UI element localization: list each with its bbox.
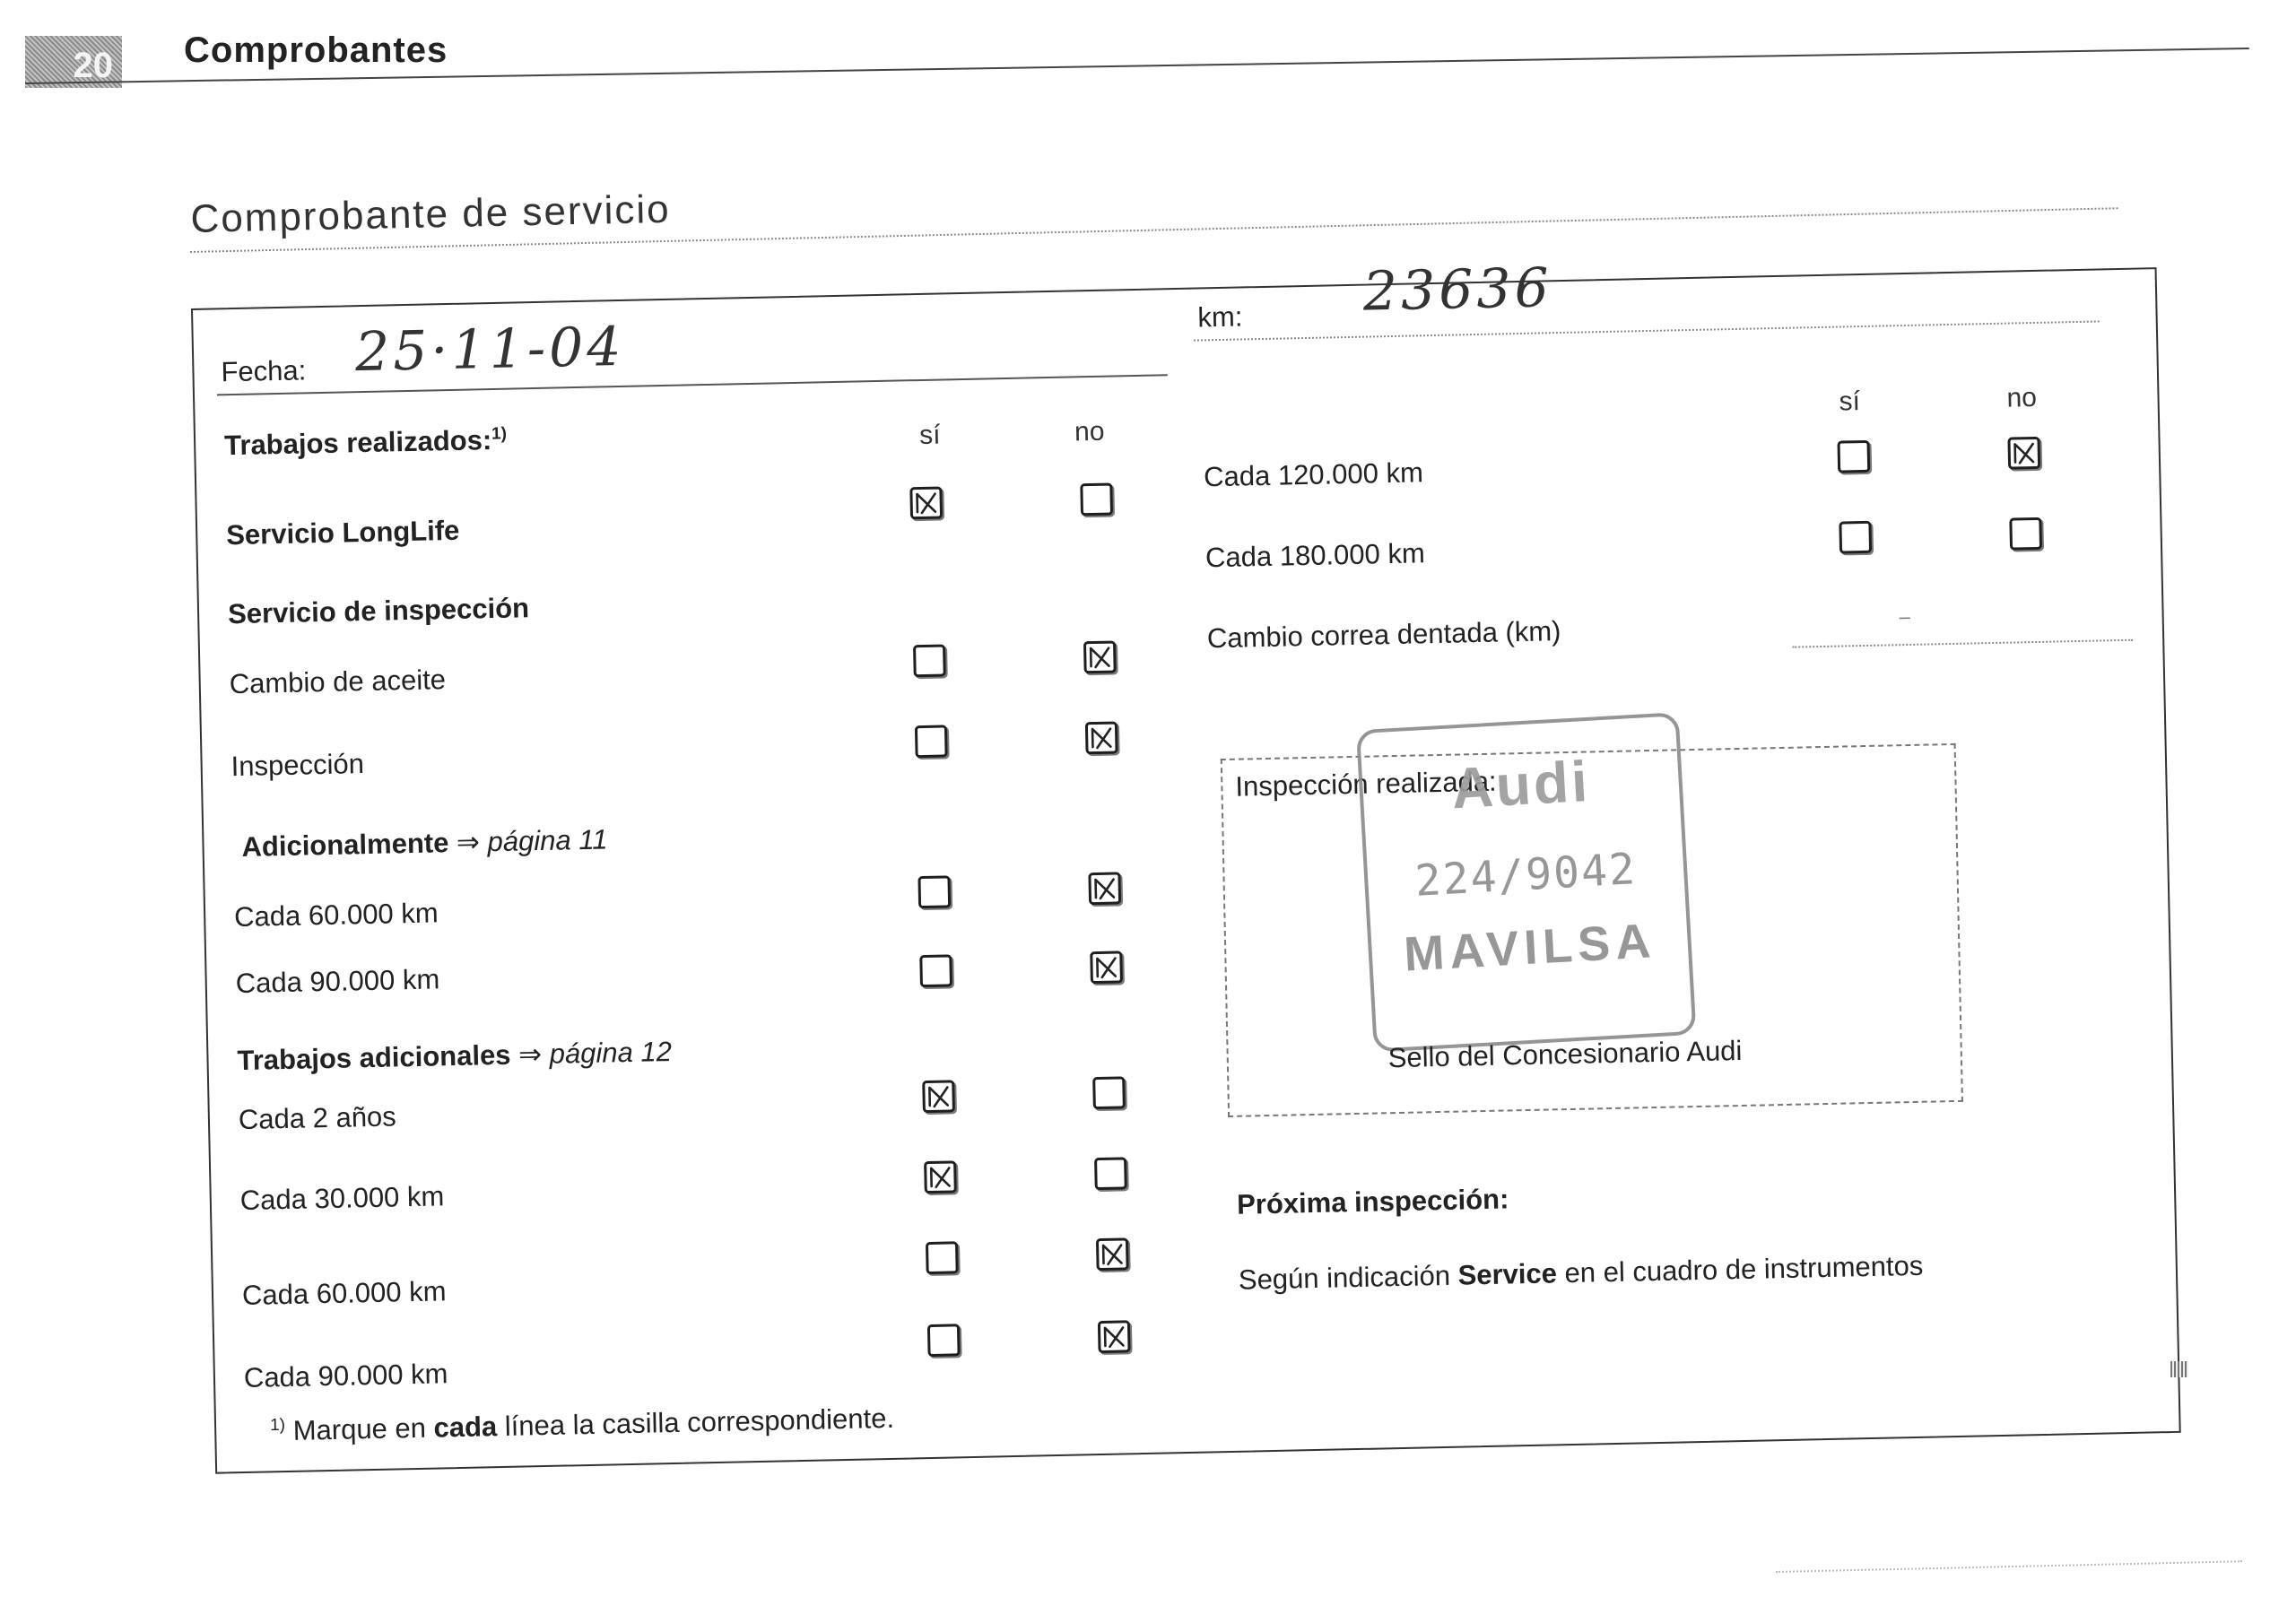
arrow-icon: ⇒	[456, 826, 481, 858]
cada-180-no-checkbox[interactable]	[2009, 517, 2042, 551]
adicionalmente-page-link[interactable]: página 11	[487, 823, 608, 858]
footnote-post: línea la casilla correspondiente.	[504, 1402, 895, 1442]
fecha-value[interactable]: 25·11-04	[354, 315, 626, 385]
dealer-stamp	[1356, 712, 1697, 1053]
ta-90-label: Cada 90.000 km	[243, 1358, 448, 1394]
scan-artifact	[2170, 1361, 2188, 1377]
longlife-no-checkbox[interactable]	[1080, 483, 1113, 517]
adic-90-no-checkbox[interactable]	[1090, 951, 1123, 984]
ta-90-si-checkbox[interactable]	[927, 1324, 961, 1357]
inspeccion-no-checkbox[interactable]	[1085, 721, 1118, 754]
checkmark-icon	[1092, 953, 1120, 981]
checkmark-icon	[2010, 439, 2038, 467]
arrow-icon: ⇒	[517, 1037, 543, 1071]
servicio-longlife-label: Servicio LongLife	[225, 514, 460, 551]
checkmark-icon	[1086, 644, 1114, 672]
ta-2anos-no-checkbox[interactable]	[1092, 1076, 1126, 1109]
left-col-si: sí	[918, 420, 941, 451]
checkmark-icon	[1099, 1240, 1126, 1268]
adicionalmente-text: Adicionalmente	[241, 827, 449, 863]
cambio-aceite-label: Cambio de aceite	[229, 664, 447, 700]
proxima-text-post: en el cuadro de instrumentos	[1564, 1249, 1924, 1289]
trabajos-adicionales-page-link[interactable]: página 12	[549, 1035, 673, 1070]
trabajos-realizados-text: Trabajos realizados:	[223, 424, 492, 462]
section-title: Comprobantes	[184, 30, 448, 70]
adic-60-label: Cada 60.000 km	[233, 897, 439, 933]
ta-30-label: Cada 30.000 km	[239, 1180, 445, 1217]
cambio-aceite-si-checkbox[interactable]	[913, 644, 946, 677]
inspeccion-si-checkbox[interactable]	[915, 725, 948, 758]
footnote-bold: cada	[433, 1411, 498, 1444]
correa-dentada-label: Cambio correa dentada (km)	[1206, 615, 1561, 655]
adic-90-label: Cada 90.000 km	[235, 963, 440, 1000]
checkmark-icon	[912, 490, 940, 517]
right-col-no: no	[2006, 382, 2038, 413]
ta-60-label: Cada 60.000 km	[241, 1275, 447, 1312]
inspeccion-label: Inspección	[230, 748, 365, 783]
longlife-si-checkbox[interactable]	[909, 487, 943, 520]
ta-2anos-label: Cada 2 años	[238, 1100, 397, 1136]
adic-60-no-checkbox[interactable]	[1088, 872, 1121, 905]
stamp-logo: Audi	[1449, 748, 1592, 821]
page-number: 20	[73, 46, 113, 85]
right-col-si: sí	[1839, 386, 1861, 417]
servicio-inspeccion-label: Servicio de inspección	[227, 592, 530, 630]
cada-120-label: Cada 120.000 km	[1203, 456, 1424, 493]
sello-label: Sello del Concesionario Audi	[1387, 1034, 1743, 1074]
cada-120-no-checkbox[interactable]	[2007, 437, 2040, 470]
checkmark-icon	[926, 1163, 954, 1191]
proxima-text-bold: Service	[1457, 1257, 1558, 1291]
ta-90-no-checkbox[interactable]	[1098, 1320, 1131, 1353]
fecha-label: Fecha:	[221, 354, 307, 388]
left-col-no: no	[1074, 416, 1105, 447]
checkmark-icon	[925, 1082, 952, 1110]
document-title: Comprobante de servicio	[190, 187, 672, 241]
checkmark-icon	[1100, 1323, 1128, 1350]
proxima-inspeccion-label: Próxima inspección:	[1236, 1183, 1509, 1220]
proxima-text-pre: Según indicación	[1238, 1259, 1451, 1296]
checkmark-icon	[1088, 725, 1116, 752]
footnote-ref: 1)	[491, 424, 508, 444]
ta-60-si-checkbox[interactable]	[926, 1241, 959, 1274]
ta-30-no-checkbox[interactable]	[1094, 1157, 1127, 1190]
km-value[interactable]: 23636	[1362, 256, 1553, 324]
ta-60-no-checkbox[interactable]	[1096, 1237, 1129, 1271]
km-label: km:	[1197, 300, 1243, 334]
stamp-code: 224/9042	[1413, 844, 1639, 907]
cada-180-label: Cada 180.000 km	[1205, 537, 1426, 574]
trabajos-realizados-label	[224, 424, 508, 463]
cada-180-si-checkbox[interactable]	[1839, 521, 1872, 554]
cada-120-si-checkbox[interactable]	[1837, 440, 1870, 473]
cambio-aceite-no-checkbox[interactable]	[1083, 640, 1117, 673]
inspeccion-realizada-label: Inspección realizada:	[1235, 765, 1497, 803]
footnote-pre: Marque en	[292, 1411, 427, 1446]
stamp-name: MAVILSA	[1402, 914, 1657, 982]
correa-dentada-value[interactable]: –	[1899, 604, 1911, 629]
ta-30-si-checkbox[interactable]	[924, 1160, 957, 1194]
trabajos-adicionales-text: Trabajos adicionales	[237, 1038, 511, 1077]
ta-2anos-si-checkbox[interactable]	[922, 1080, 955, 1113]
checkmark-icon	[1091, 874, 1118, 902]
footnote-marker: 1)	[269, 1415, 286, 1436]
adic-60-si-checkbox[interactable]	[918, 875, 951, 908]
adic-90-si-checkbox[interactable]	[919, 954, 952, 987]
